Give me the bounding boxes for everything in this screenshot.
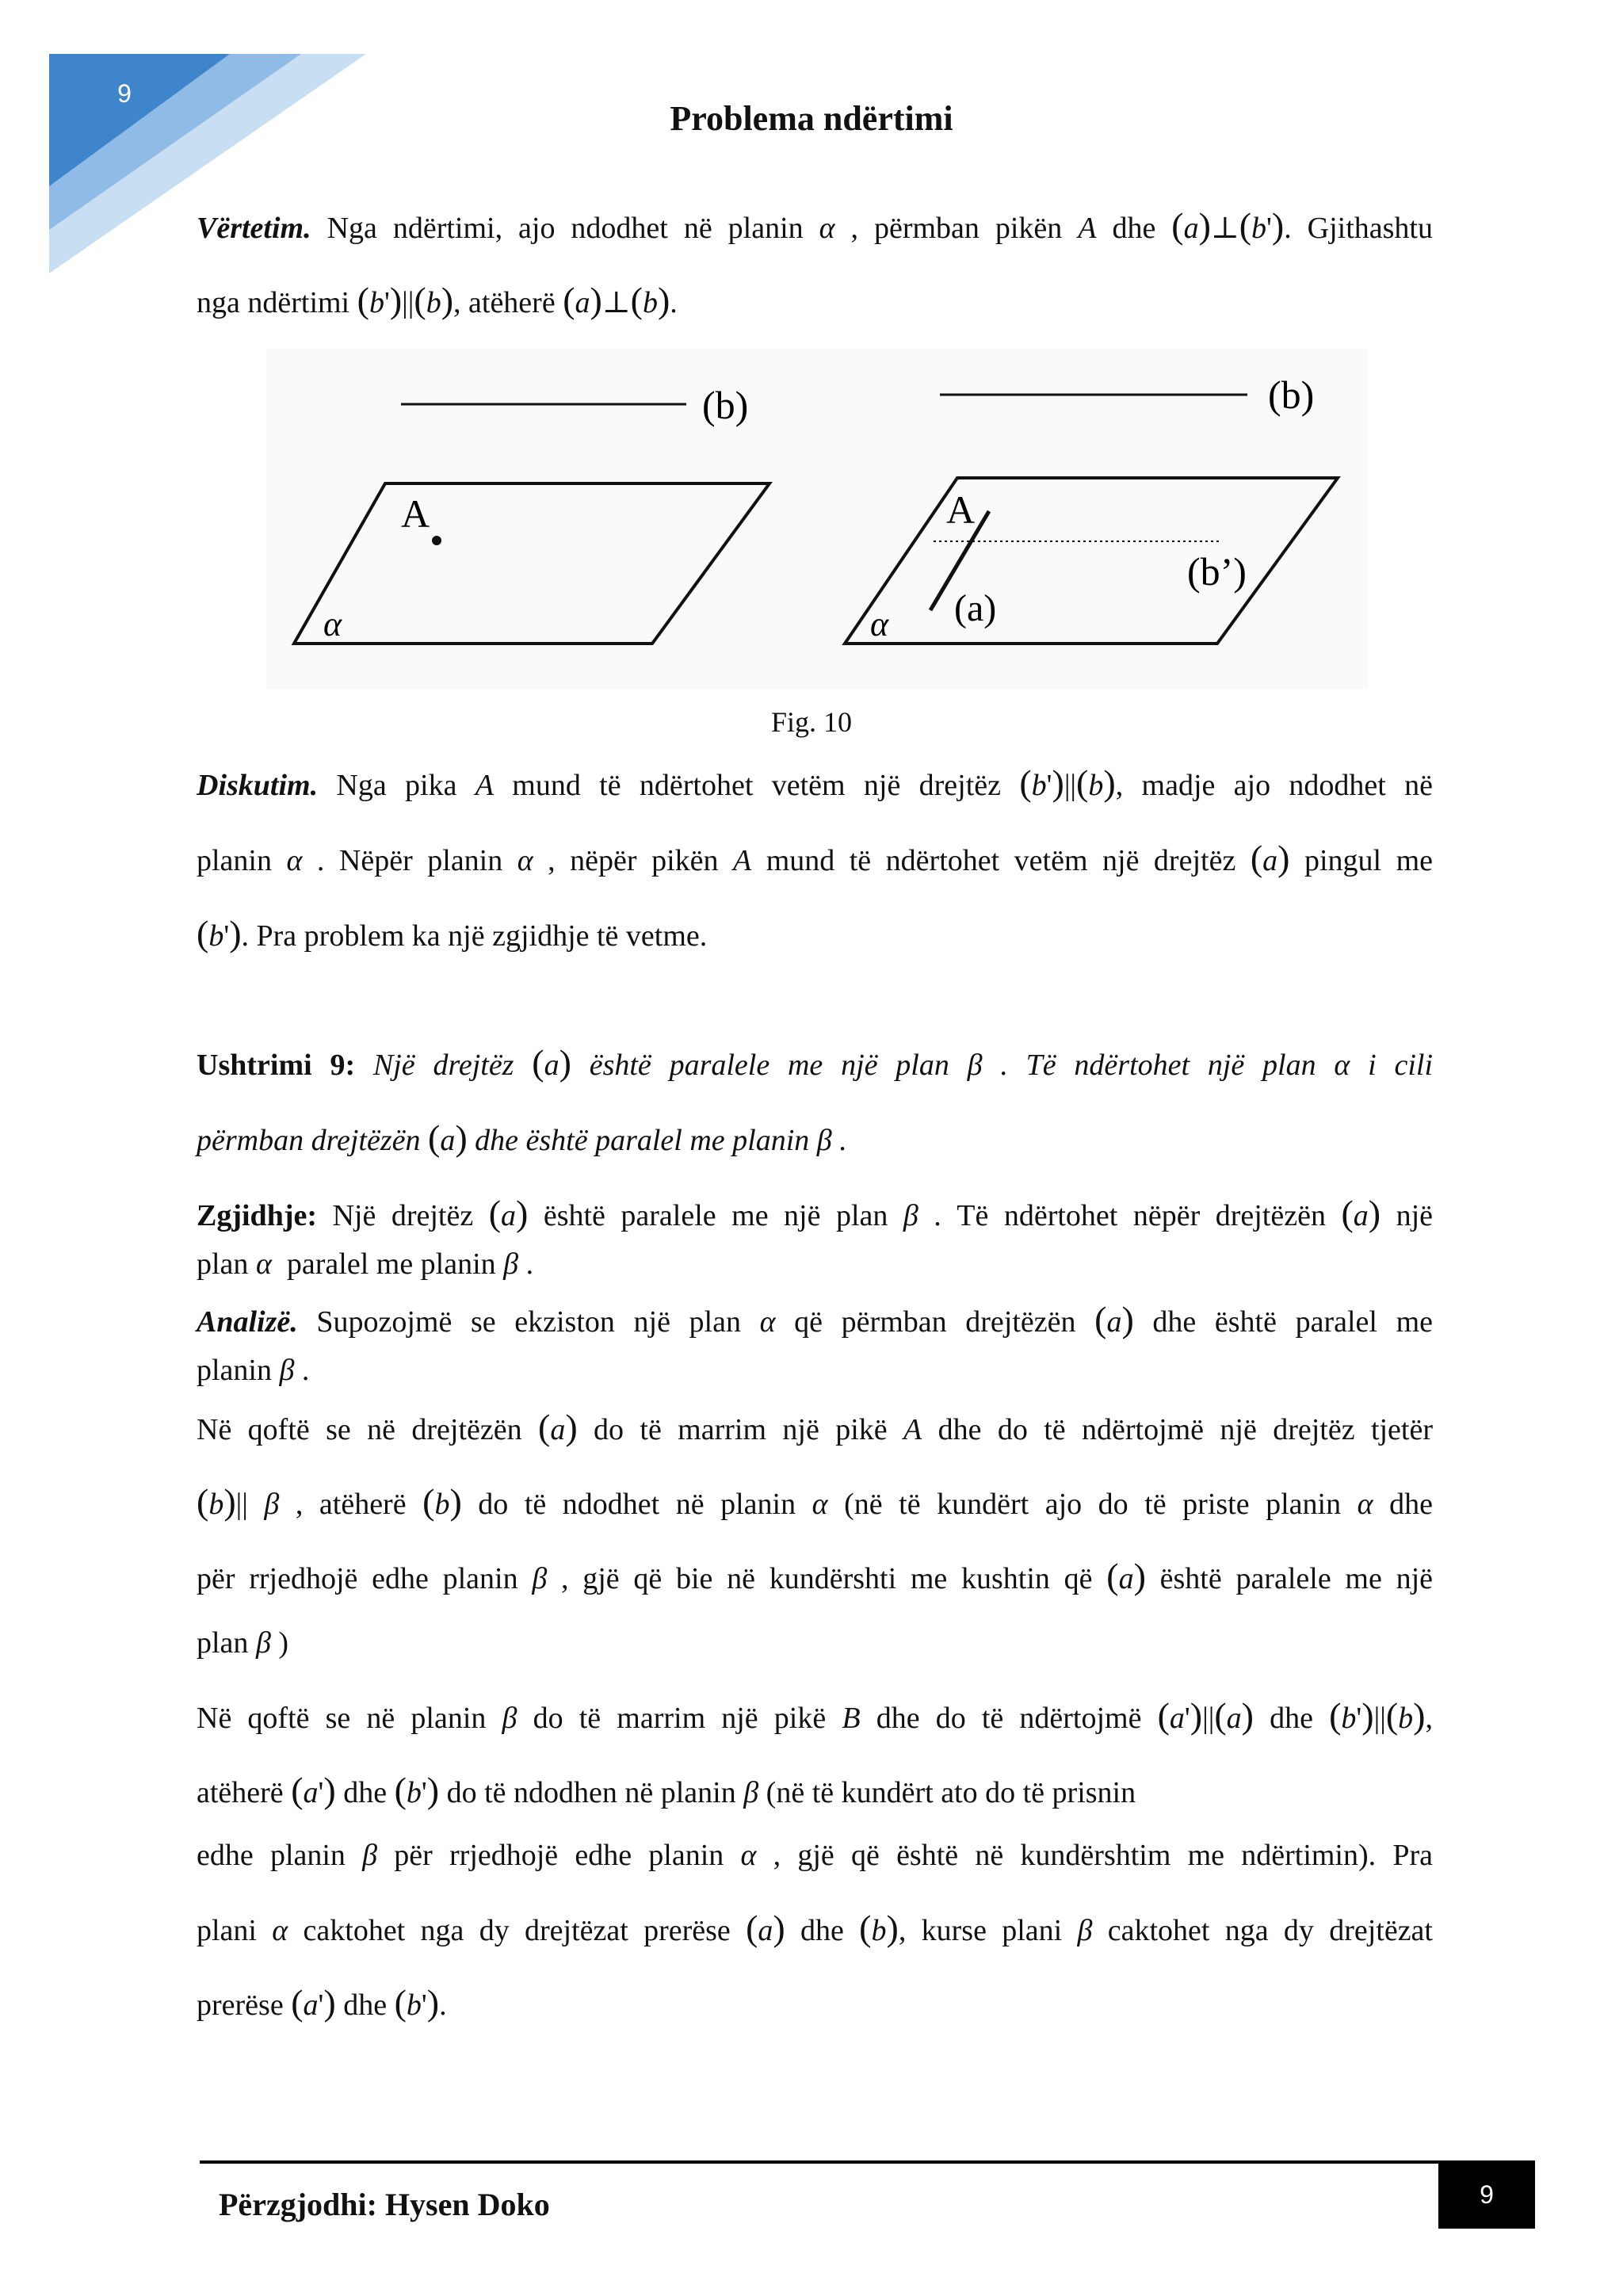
exercise-9-line-2: përmban drejtëzën (a) dhe është paralel me planin β .	[197, 1117, 847, 1158]
header-page-number: 9	[117, 79, 132, 108]
analysis-line-7: Në qoftë se në planin β do të marrim një pikë B dhe do të ndërtojmë (a')||(a) dhe (b')||(b),	[197, 1695, 1433, 1736]
discussion-line-1: Diskutim. Nga pika A mund të ndërtohet vetëm një drejtëz (b')||(b), madje ajo ndodhet në	[197, 762, 1434, 803]
left-plane-label: α	[323, 605, 342, 644]
footer-rule	[200, 2160, 1440, 2164]
analysis-line-6: plan β )	[197, 1626, 289, 1660]
analysis-line-4: (b)|| β , atëherë (b) do të ndodhet në planin α (në të kundërt ajo do të priste planin α dhe	[197, 1481, 1433, 1522]
right-line-b-label: (b)	[1268, 372, 1315, 417]
page-title: Problema ndërtimi	[670, 99, 953, 138]
right-line-b-prime-label: (b’)	[1187, 549, 1247, 594]
analysis-line-10: plani α caktohet nga dy drejtëzat prerëse (a) dhe (b), kurse plani β caktohet nga dy drejtëzat	[197, 1908, 1433, 1948]
analysis-line-1: Analizë. Supozojmë se ekziston një plan α që përmban drejtëzën (a) dhe është paralel me	[197, 1299, 1433, 1339]
right-line-a-label: (a)	[954, 587, 997, 629]
solution-line-1: Zgjidhje: Një drejtëz (a) është paralele me një plan β . Të ndërtohet nëpër drejtëzën (a) një	[197, 1193, 1434, 1233]
figure-caption: Fig. 10	[770, 706, 853, 738]
analysis-line-2: planin β .	[197, 1354, 310, 1387]
footer-author: Përzgjodhi: Hysen Doko	[219, 2187, 550, 2222]
analysis-line-3: Në qoftë se në drejtëzën (a) do të marrim një pikë A dhe do të ndërtojmë një drejtëz tjetër	[197, 1407, 1434, 1447]
analysis-line-11: prerëse (a') dhe (b').	[197, 1982, 447, 2023]
discussion-line-2: planin α . Nëpër planin α , nëpër pikën A mund të ndërtohet vetëm një drejtëz (a) pingul me	[197, 838, 1434, 878]
proof-line-1: Vërtetim. Nga ndërtimi, ajo ndodhet në planin α , përmban pikën A dhe (a)⊥(b'). Gjithashtu	[197, 205, 1433, 246]
right-plane-label: α	[870, 605, 889, 644]
left-point-a-label: A	[401, 491, 430, 536]
proof-line-2: nga ndërtimi (b')||(b), atëherë (a)⊥(b).	[197, 280, 678, 320]
right-point-a-label: A	[946, 487, 976, 532]
solution-line-2: plan α paralel me planin β .	[197, 1247, 534, 1281]
footer-page-number: 9	[1438, 2160, 1535, 2229]
discussion-line-3: (b'). Pra problem ka një zgjidhje të vetme.	[197, 913, 708, 953]
figure-planes	[266, 349, 1368, 690]
left-line-b-label: (b)	[702, 383, 749, 427]
analysis-line-8: atëherë (a') dhe (b') do të ndodhen në planin β (në të kundërt ato do të prisnin	[197, 1770, 1136, 1810]
analysis-line-5: për rrjedhojë edhe planin β , gjë që bie në kundërshti me kushtin që (a) është paralele me një	[197, 1556, 1433, 1596]
exercise-9-line-1: Ushtrimi 9: Një drejtëz (a) është paralele me një plan β . Të ndërtohet një plan α i cili	[197, 1042, 1434, 1083]
analysis-line-9: edhe planin β për rrjedhojë edhe planin α , gjë që është në kundërshtim me ndërtimin). Pra	[197, 1839, 1434, 1872]
left-point-a	[432, 536, 441, 545]
